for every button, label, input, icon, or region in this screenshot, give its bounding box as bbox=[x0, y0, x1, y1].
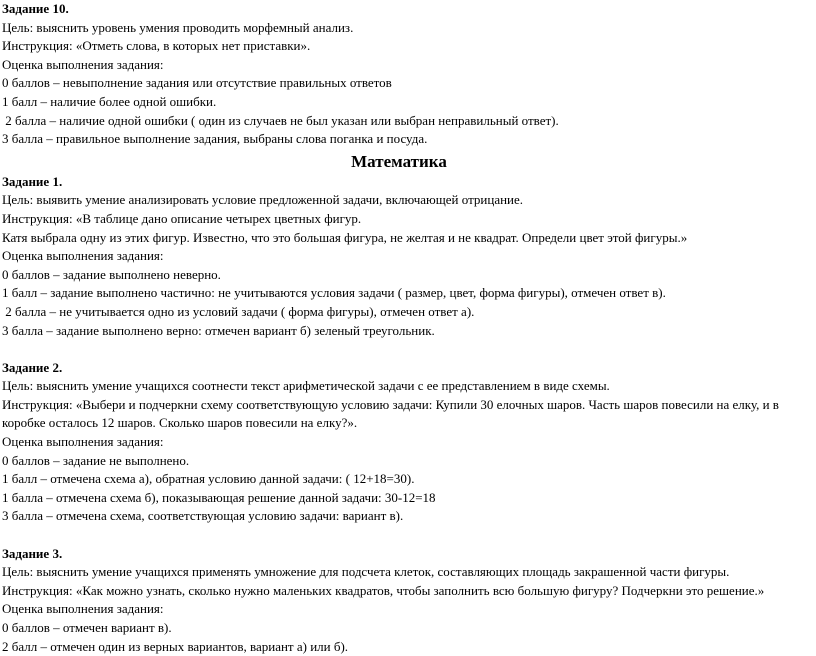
grading-header: Оценка выполнения задания: bbox=[2, 601, 164, 617]
grading-header: Оценка выполнения задания: bbox=[2, 248, 164, 264]
task-instruction: Инструкция: «Выбери и подчеркни схему соответствующую условию задачи: Купили 30 елочных шаров. Часть шаров повесили на елку, и в bbox=[2, 396, 779, 412]
task-instruction-continued: коробке осталось 12 шаров. Сколько шаров повесили на елку?». bbox=[2, 415, 358, 431]
grade-line: 0 баллов – отмечен вариант в). bbox=[2, 620, 172, 635]
task-instruction-continued: Катя выбрала одну из этих фигур. Известно, что это большая фигура, не желтая и не квадрат. Определи цвет этой фигуры.» bbox=[2, 229, 688, 245]
section-title: Математика bbox=[351, 151, 447, 171]
grading-header: Оценка выполнения задания: bbox=[2, 56, 164, 72]
task-goal: Цель: выяснить умение учащихся соотнести текст арифметической задачи с ее представлением в виде схемы. bbox=[2, 378, 610, 394]
paragraph-spacer bbox=[2, 340, 816, 359]
grade-line: 1 балл – отмечена схема а), обратная условию данной задачи: ( 12+18=30). bbox=[2, 471, 415, 487]
paragraph-spacer bbox=[2, 526, 816, 545]
task-title: Задание 10. bbox=[2, 1, 69, 16]
grade-line: 1 балла – отмечена схема б), показывающая решение данной задачи: 30-12=18 bbox=[2, 489, 436, 505]
grade-line: 1 балл – наличие более одной ошибки. bbox=[2, 93, 217, 109]
task-instruction: Инструкция: «В таблице дано описание четырех цветных фигур. bbox=[2, 210, 362, 226]
grade-line: 2 балл – отмечен один из верных вариантов, вариант а) или б). bbox=[2, 638, 349, 654]
task-instruction: Инструкция: «Как можно узнать, сколько нужно маленьких квадратов, чтобы заполнить всю большую фигуру? Подчеркни это решение.» bbox=[2, 582, 765, 598]
grade-line: 1 балл – задание выполнено частично: не учитываются условия задачи ( размер, цвет, форма фигуры), отмечен ответ в). bbox=[2, 285, 666, 301]
task-title: Задание 1. bbox=[2, 173, 63, 189]
task-title: Задание 2. bbox=[2, 359, 63, 375]
grade-line: 3 балла – отмечена схема, соответствующая условию задачи: вариант в). bbox=[2, 508, 404, 524]
grade-line: 3 балла – правильное выполнение задания, выбраны слова поганка и посуда. bbox=[2, 131, 428, 147]
grade-line: 0 баллов – задание не выполнено. bbox=[2, 452, 190, 468]
task-goal: Цель: выявить умение анализировать условие предложенной задачи, включающей отрицание. bbox=[2, 192, 524, 208]
task-goal: Цель: выяснить уровень умения проводить морфемный анализ. bbox=[2, 19, 354, 35]
task-title: Задание 3. bbox=[2, 545, 63, 561]
grade-line: 0 баллов – задание выполнено неверно. bbox=[2, 266, 221, 282]
grade-line: 2 балла – не учитывается одно из условий задачи ( форма фигуры), отмечен ответ а). bbox=[2, 303, 475, 319]
grade-line: 0 баллов – невыполнение задания или отсутствие правильных ответов bbox=[2, 75, 392, 91]
task-instruction: Инструкция: «Отметь слова, в которых нет приставки». bbox=[2, 38, 311, 54]
grade-line: 3 балла – задание выполнено верно: отмечен вариант б) зеленый треугольник. bbox=[2, 322, 435, 338]
task-goal: Цель: выяснить умение учащихся применять умножение для подсчета клеток, составляющих площадь закрашенной части фигуры. bbox=[2, 564, 730, 580]
grade-line: 2 балла – наличие одной ошибки ( один из случаев не был указан или выбран неправильный ответ). bbox=[2, 112, 559, 128]
grading-header: Оценка выполнения задания: bbox=[2, 434, 164, 450]
